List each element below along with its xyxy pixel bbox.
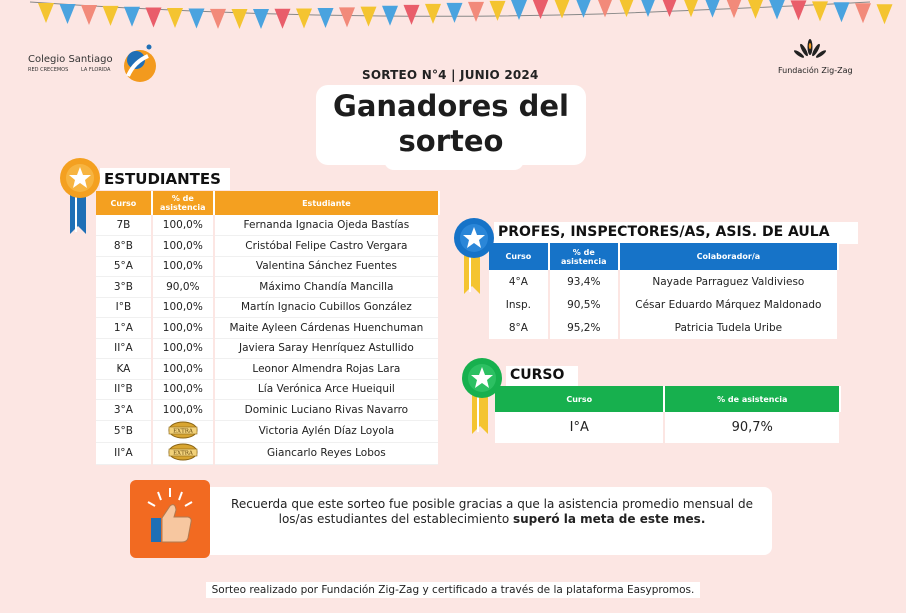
bunting-flag <box>253 9 269 29</box>
bunting-flag <box>576 0 592 18</box>
school-sub: RED CRECEMOS <box>28 67 69 73</box>
course-cell: KA <box>96 359 152 380</box>
bunting-flag <box>124 7 140 27</box>
table-row <box>489 293 838 316</box>
footer-text: Sorteo realizado por Fundación Zig-Zag y certificado a través de la plataforma Easypromos. <box>206 582 701 598</box>
student-cell: Valentina Sánchez Fuentes <box>214 256 439 277</box>
bunting-flag <box>232 9 248 29</box>
bunting-flag <box>81 5 97 25</box>
student-cell: Javiera Saray Henríquez Astullido <box>214 338 439 359</box>
attendance-cell: 90,7% <box>664 412 840 443</box>
page-title <box>316 89 586 159</box>
bunting-flag <box>425 4 441 24</box>
attendance-cell: 93,4% <box>549 270 619 293</box>
table-row <box>96 256 439 277</box>
col-course: Curso <box>489 243 549 270</box>
student-cell: Lía Verónica Arce Hueiquil <box>214 379 439 400</box>
bunting-flag <box>167 8 183 28</box>
table-row <box>96 277 439 298</box>
student-cell: Giancarlo Reyes Lobos <box>214 442 439 464</box>
course-cell: 5°A <box>96 256 152 277</box>
attendance-cell: 100,0% <box>152 400 214 421</box>
title-line-2: sorteo <box>398 124 504 158</box>
bunting-flag <box>404 5 420 25</box>
bunting-flag <box>683 0 699 17</box>
table-row <box>489 316 838 339</box>
school-name: Colegio Santiago <box>28 54 113 65</box>
bunting-flag <box>791 0 807 20</box>
attendance-cell: 90,5% <box>549 293 619 316</box>
collaborator-cell: Nayade Parraguez Valdivieso <box>619 270 838 293</box>
bunting-decoration <box>0 0 906 40</box>
bunting-flag <box>318 8 334 28</box>
bunting-flag <box>877 4 893 24</box>
col-course: Curso <box>96 191 152 215</box>
course-table <box>495 386 841 443</box>
attendance-cell: 100,0% <box>152 215 214 236</box>
staff-table-header <box>489 243 838 270</box>
foundation-logo <box>770 38 860 82</box>
col-collaborator: Colaborador/a <box>619 243 838 270</box>
bunting-flag <box>468 2 484 22</box>
bunting-flag <box>662 0 678 17</box>
table-row <box>495 412 840 443</box>
collaborator-cell: Patricia Tudela Uribe <box>619 316 838 339</box>
bunting-flag <box>533 0 549 19</box>
bunting-flag <box>38 3 54 23</box>
student-cell: Máximo Chandía Mancilla <box>214 277 439 298</box>
school-logo <box>26 38 166 88</box>
staff-section-title: PROFES, INSPECTORES/AS, ASIS. DE AULA <box>494 222 858 244</box>
students-table <box>96 191 440 465</box>
note-box <box>190 487 772 555</box>
table-row <box>96 442 439 464</box>
attendance-cell: 100,0% <box>152 338 214 359</box>
bunting-flag <box>103 6 119 26</box>
attendance-cell: 100,0% <box>152 318 214 339</box>
title-box <box>316 85 586 165</box>
extra-badge-text: EXTRA <box>172 428 193 435</box>
bunting-flag <box>296 8 312 28</box>
foundation-name: Fundación Zig-Zag <box>778 66 853 75</box>
course-cell: II°B <box>96 379 152 400</box>
table-row <box>96 420 439 442</box>
bunting-flag <box>834 2 850 22</box>
attendance-cell: 100,0% <box>152 256 214 277</box>
bunting-flag <box>511 0 527 20</box>
student-cell: Dominic Luciano Rivas Navarro <box>214 400 439 421</box>
note-text-regular: Recuerda que este sorteo fue posible gracias a que la asistencia promedio mensual de los/as estudiantes del establecimiento <box>231 497 753 526</box>
attendance-cell: 90,0% <box>152 277 214 298</box>
course-cell: 8°A <box>489 316 549 339</box>
student-cell: Victoria Aylén Díaz Loyola <box>214 420 439 442</box>
attendance-cell: 100,0% <box>152 236 214 257</box>
course-cell: I°A <box>495 412 664 443</box>
students-section-title: ESTUDIANTES <box>100 168 230 190</box>
school-sub2: LA FLORIDA <box>81 67 111 73</box>
bunting-flag <box>275 9 291 29</box>
course-cell: 3°B <box>96 277 152 298</box>
table-row <box>489 270 838 293</box>
bunting-flag <box>339 7 355 27</box>
table-row <box>96 236 439 257</box>
attendance-cell: 100,0% <box>152 297 214 318</box>
attendance-cell: 95,2% <box>549 316 619 339</box>
student-cell: Maite Ayleen Cárdenas Huenchuman <box>214 318 439 339</box>
bunting-flag <box>361 7 377 27</box>
note-text <box>222 497 762 527</box>
col-attendance: % de asistencia <box>549 243 619 270</box>
course-cell: 3°A <box>96 400 152 421</box>
student-cell: Leonor Almendra Rojas Lara <box>214 359 439 380</box>
bunting-flag <box>769 0 785 20</box>
school-emblem-icon <box>118 42 158 86</box>
bunting-flag <box>447 3 463 23</box>
title-line-1: Ganadores del <box>333 89 569 123</box>
attendance-cell <box>152 420 214 442</box>
course-cell: Insp. <box>489 293 549 316</box>
footer <box>0 578 906 598</box>
edition-label: SORTEO N°4 | JUNIO 2024 <box>362 68 539 82</box>
col-course: Curso <box>495 386 664 412</box>
bunting-flag <box>748 0 764 19</box>
course-cell: 8°B <box>96 236 152 257</box>
extra-badge-text: EXTRA <box>172 450 193 457</box>
table-row <box>96 379 439 400</box>
student-cell: Martín Ignacio Cubillos González <box>214 297 439 318</box>
col-student: Estudiante <box>214 191 439 215</box>
attendance-cell <box>152 442 214 464</box>
thumbs-up-icon <box>130 480 210 558</box>
course-cell: II°A <box>96 338 152 359</box>
table-row <box>96 297 439 318</box>
note-text-bold: superó la meta de este mes. <box>513 512 706 526</box>
bunting-flag <box>189 9 205 29</box>
bunting-flag <box>597 0 613 17</box>
table-row <box>96 215 439 236</box>
col-attendance: % de asistencia <box>664 386 840 412</box>
collaborator-cell: César Eduardo Márquez Maldonado <box>619 293 838 316</box>
bunting-flag <box>60 4 76 24</box>
course-cell: 5°B <box>96 420 152 442</box>
table-row <box>96 318 439 339</box>
extra-badge-icon <box>166 443 200 461</box>
course-cell: 4°A <box>489 270 549 293</box>
bunting-flag <box>490 1 506 21</box>
course-section-title: CURSO <box>506 366 578 386</box>
attendance-cell: 100,0% <box>152 359 214 380</box>
course-cell: II°A <box>96 442 152 464</box>
bunting-flag <box>640 0 656 17</box>
bunting-flag <box>812 1 828 21</box>
student-cell: Fernanda Ignacia Ojeda Bastías <box>214 215 439 236</box>
bunting-flag <box>146 7 162 27</box>
bunting-flag <box>619 0 635 17</box>
course-cell: 7B <box>96 215 152 236</box>
course-cell: 1°A <box>96 318 152 339</box>
bunting-flag <box>210 9 226 29</box>
table-row <box>96 359 439 380</box>
leaf-emblem-icon <box>792 38 828 64</box>
col-attendance: % de asistencia <box>152 191 214 215</box>
extra-badge-icon <box>166 421 200 439</box>
students-table-header <box>96 191 439 215</box>
table-row <box>96 400 439 421</box>
course-table-header <box>495 386 840 412</box>
staff-table <box>489 243 839 339</box>
thumbs-up-tile <box>130 480 210 558</box>
student-cell: Cristóbal Felipe Castro Vergara <box>214 236 439 257</box>
bunting-flag <box>554 0 570 18</box>
table-row <box>96 338 439 359</box>
attendance-cell: 100,0% <box>152 379 214 400</box>
bunting-flag <box>855 3 871 23</box>
course-cell: I°B <box>96 297 152 318</box>
